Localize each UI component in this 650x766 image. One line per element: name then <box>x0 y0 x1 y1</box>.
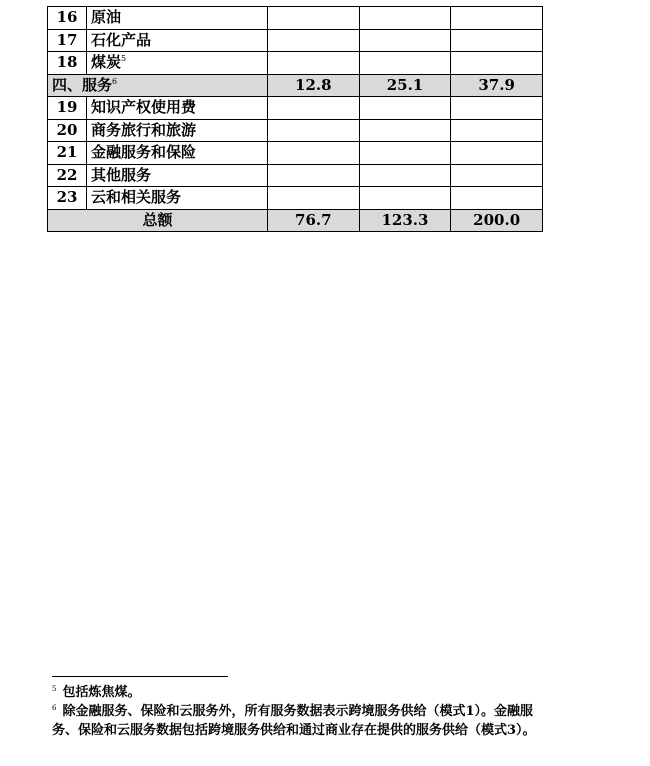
footnote-5 <box>52 683 552 702</box>
row-number: 17 <box>48 29 87 52</box>
table-row <box>48 164 543 187</box>
footnote-6 <box>52 702 552 740</box>
row-name-text: 煤炭 <box>91 53 122 72</box>
table-row <box>48 187 543 210</box>
table-row <box>48 142 543 165</box>
row-value-3 <box>451 187 543 210</box>
total-row <box>48 209 543 232</box>
table-row <box>48 29 543 52</box>
row-name <box>87 52 268 75</box>
row-value-3 <box>451 119 543 142</box>
total-value-2: 123.3 <box>359 209 451 232</box>
footnote-text: 包括炼焦煤。 <box>62 685 141 700</box>
table-row <box>48 119 543 142</box>
services-label-text: 四、服务 <box>52 75 113 94</box>
row-name: 其他服务 <box>87 164 268 187</box>
table-row <box>48 7 543 30</box>
row-value-3 <box>451 164 543 187</box>
footnote-mark: 5 <box>52 684 57 693</box>
row-value-1 <box>268 119 360 142</box>
row-name: 石化产品 <box>87 29 268 52</box>
row-value-3 <box>451 29 543 52</box>
row-number: 19 <box>48 97 87 120</box>
table-row <box>48 52 543 75</box>
row-value-2 <box>359 187 451 210</box>
row-name: 知识产权使用费 <box>87 97 268 120</box>
services-value-2: 25.1 <box>359 74 451 97</box>
row-number: 16 <box>48 7 87 30</box>
row-value-2 <box>359 119 451 142</box>
row-value-2 <box>359 97 451 120</box>
footnote-ref: 6 <box>112 76 118 86</box>
row-value-2 <box>359 142 451 165</box>
row-value-1 <box>268 29 360 52</box>
row-value-2 <box>359 52 451 75</box>
row-number: 20 <box>48 119 87 142</box>
services-subtotal-row <box>48 74 543 97</box>
services-value-3: 37.9 <box>451 74 543 97</box>
total-value-1: 76.7 <box>268 209 360 232</box>
goods-services-table <box>47 6 543 232</box>
row-number: 22 <box>48 164 87 187</box>
row-value-3 <box>451 7 543 30</box>
row-value-1 <box>268 142 360 165</box>
row-value-2 <box>359 164 451 187</box>
row-value-1 <box>268 52 360 75</box>
row-value-2 <box>359 7 451 30</box>
row-name: 金融服务和保险 <box>87 142 268 165</box>
footnote-divider <box>52 676 228 677</box>
row-name: 商务旅行和旅游 <box>87 119 268 142</box>
total-value-3: 200.0 <box>451 209 543 232</box>
total-label: 总额 <box>48 209 268 232</box>
footnote-ref: 5 <box>121 54 127 64</box>
row-value-1 <box>268 187 360 210</box>
row-number: 23 <box>48 187 87 210</box>
row-value-1 <box>268 164 360 187</box>
footnote-text: 除金融服务、保险和云服务外，所有服务数据表示跨境服务供给（模式1）。金融服务、保险和云服务数据包括跨境服务供给和通过商业存在提供的服务供给（模式3）。 <box>52 704 536 738</box>
row-name: 原油 <box>87 7 268 30</box>
services-label <box>48 74 268 97</box>
table-row <box>48 97 543 120</box>
row-value-3 <box>451 97 543 120</box>
row-value-3 <box>451 142 543 165</box>
row-value-3 <box>451 52 543 75</box>
row-number: 21 <box>48 142 87 165</box>
row-value-1 <box>268 7 360 30</box>
footnote-mark: 6 <box>52 703 57 712</box>
row-name: 云和相关服务 <box>87 187 268 210</box>
footnotes <box>52 683 552 740</box>
services-value-1: 12.8 <box>268 74 360 97</box>
row-value-2 <box>359 29 451 52</box>
row-number: 18 <box>48 52 87 75</box>
row-value-1 <box>268 97 360 120</box>
